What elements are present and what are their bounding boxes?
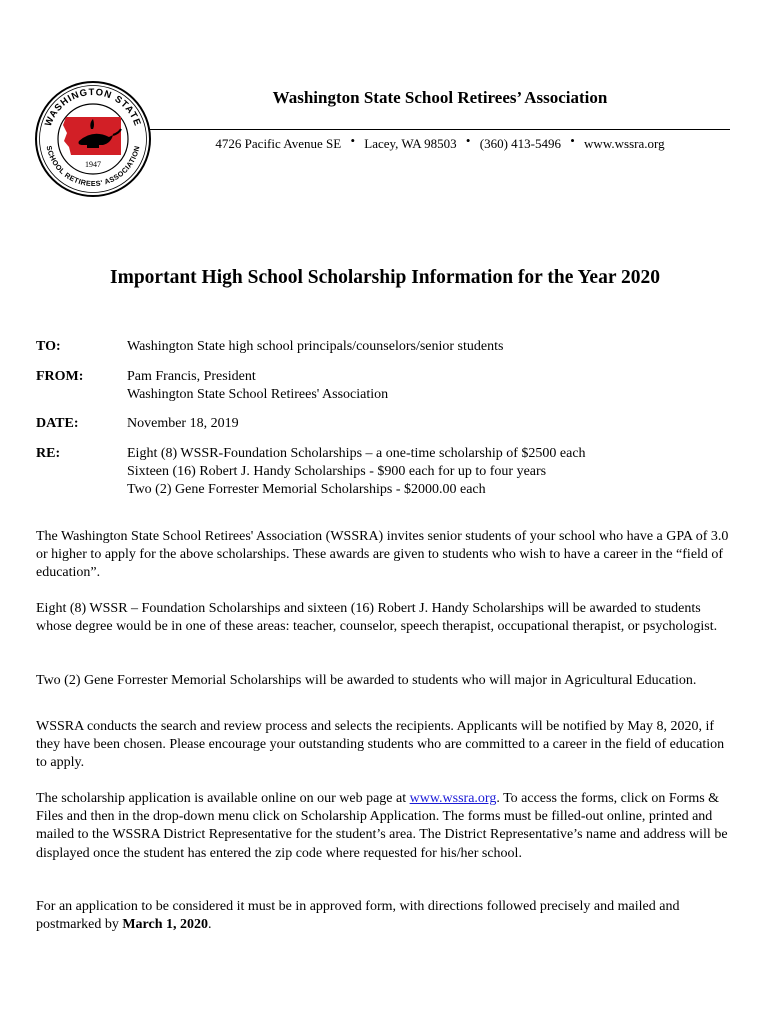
seal-year: 1947 bbox=[85, 160, 101, 169]
re-line: Two (2) Gene Forrester Memorial Scholarships - $2000.00 each bbox=[127, 482, 486, 497]
re-label: RE: bbox=[36, 446, 61, 461]
body-paragraph: The Washington State School Retirees' Association (WSSRA) invites senior students of your school who have a GPA of 3.0 or higher to apply for the above scholarships. These awards are given to students who wish to have a career in the “field of education”. bbox=[36, 529, 729, 581]
date-label: DATE: bbox=[36, 416, 79, 431]
seal-top-text: WASHINGTON STATE bbox=[43, 86, 143, 129]
re-line: Sixteen (16) Robert J. Handy Scholarships - $900 each for up to four years bbox=[127, 464, 547, 479]
paragraph-text: For an application to be considered it must be in approved form, with directions followed precisely and mailed and postmarked by bbox=[36, 899, 680, 933]
city: Lacey, WA 98503 bbox=[364, 136, 457, 151]
body-paragraph: Eight (8) WSSR – Foundation Scholarships and sixteen (16) Robert J. Handy Scholarships will be awarded to students whose degree would be in one of these areas: teacher, counselor, speech therapist, occupational therapist, or psychologist. bbox=[36, 601, 718, 635]
paragraph-text: . To access the forms, click on Forms & Files and then in the drop-down menu click on Scholarship Application. The forms must be filled-out online, printed and mailed to the WSSRA District Representative for the student’s area. The District Representative’s name and address will be displayed once the student has entered the zip code where requested for his/her school. bbox=[36, 791, 728, 861]
paragraph-text: . bbox=[208, 917, 212, 933]
contact-line bbox=[150, 133, 730, 152]
body-paragraph: Two (2) Gene Forrester Memorial Scholarships will be awarded to students who will major in Agricultural Education. bbox=[36, 673, 697, 688]
header-divider bbox=[150, 129, 730, 130]
website: www.wssra.org bbox=[584, 136, 665, 151]
body-paragraph: WSSRA conducts the search and review process and selects the recipients. Applicants will be notified by May 8, 2020, if they have been chosen. Please encourage your outstanding students who are committed to a career in the field of education to apply. bbox=[36, 719, 725, 771]
wssra-seal-logo bbox=[33, 79, 153, 199]
separator-dot: • bbox=[465, 133, 471, 148]
phone: (360) 413-5496 bbox=[479, 136, 561, 151]
from-label: FROM: bbox=[36, 369, 84, 384]
date-value: November 18, 2019 bbox=[127, 416, 239, 431]
website-link[interactable]: www.wssra.org bbox=[409, 791, 497, 806]
from-line: Pam Francis, President bbox=[127, 369, 256, 384]
separator-dot: • bbox=[350, 133, 355, 148]
to-label: TO: bbox=[36, 339, 61, 354]
body-paragraph-deadline bbox=[36, 898, 736, 934]
deadline-date: March 1, 2020 bbox=[122, 917, 209, 933]
seal-bottom-text: SCHOOL RETIREES' ASSOCIATION bbox=[44, 144, 142, 189]
organization-name: Washington State School Retirees’ Association bbox=[272, 88, 608, 107]
body-paragraph-application bbox=[36, 790, 736, 863]
to-value: Washington State high school principals/counselors/senior students bbox=[127, 339, 504, 354]
from-line: Washington State School Retirees' Association bbox=[127, 387, 389, 402]
address: 4726 Pacific Avenue SE bbox=[215, 136, 342, 151]
re-line: Eight (8) WSSR-Foundation Scholarships – a one-time scholarship of $2500 each bbox=[127, 446, 586, 461]
paragraph-text: The scholarship application is available online on our web page at bbox=[36, 791, 410, 806]
separator-dot: • bbox=[570, 133, 575, 148]
document-title: Important High School Scholarship Information for the Year 2020 bbox=[110, 267, 660, 288]
